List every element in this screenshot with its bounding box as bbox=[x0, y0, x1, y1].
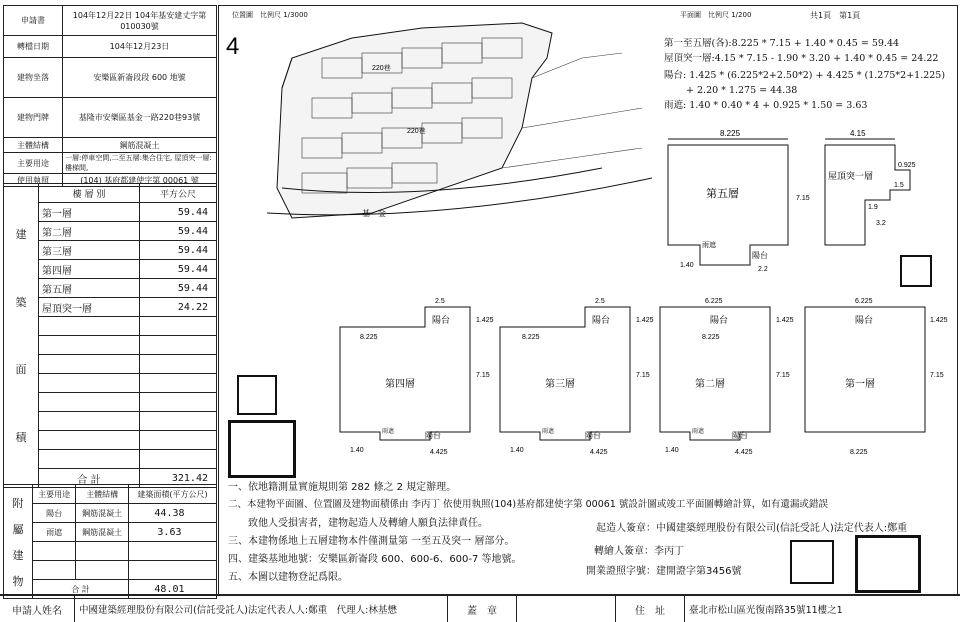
att-header: 主體結構 bbox=[76, 485, 129, 504]
area-table bbox=[3, 183, 217, 488]
note-line: 四、建築基地地號：安樂區新崙段 600、600-6、600-7 等地號。 bbox=[228, 554, 522, 565]
empty-cell bbox=[140, 431, 217, 450]
dim: 8.225 bbox=[702, 334, 720, 341]
dim: 3.2 bbox=[876, 220, 886, 227]
dim: 1.40 bbox=[680, 262, 694, 269]
att-header: 主要用途 bbox=[33, 485, 76, 504]
lot-label: 220巷 bbox=[372, 65, 391, 72]
info-value: 安樂區新崙段段 600 地號 bbox=[63, 58, 217, 98]
att-use: 陽台 bbox=[33, 504, 76, 523]
empty-cell bbox=[140, 412, 217, 431]
address-value: 臺北市松山區光復南路35號11樓之1 bbox=[689, 605, 843, 616]
plan-label: 陽台 bbox=[855, 315, 874, 325]
dim: 6.225 bbox=[705, 298, 723, 305]
plan-label: 陽台 bbox=[732, 431, 748, 440]
floor3-outline bbox=[500, 307, 630, 440]
plan-label: 雨遮 bbox=[692, 429, 705, 435]
floor-name: 第四層 bbox=[39, 260, 140, 279]
plan-label: 屋頂突一層 bbox=[828, 171, 874, 181]
plan-label: 雨遮 bbox=[382, 429, 395, 435]
att-area: 3.63 bbox=[128, 523, 216, 542]
dim: 1.5 bbox=[894, 182, 904, 189]
total-value: 48.01 bbox=[128, 580, 216, 599]
dim: 7.15 bbox=[796, 195, 810, 202]
att-header: 建築面積(平方公尺) bbox=[128, 485, 216, 504]
note-line: 五、本圖以建物登記爲限。 bbox=[228, 572, 348, 583]
empty-cell bbox=[140, 374, 217, 393]
empty-cell bbox=[128, 542, 216, 561]
license-number: 開業證照字號：建開證字第3456號 bbox=[586, 566, 742, 577]
empty-cell bbox=[39, 317, 140, 336]
seal-label: 蓋 章 bbox=[448, 596, 517, 622]
dim: 8.225 bbox=[850, 449, 868, 456]
dim: 4.425 bbox=[735, 449, 753, 456]
info-value: 104年12月23日 bbox=[63, 36, 217, 58]
dim: 1.40 bbox=[350, 447, 364, 454]
empty-cell bbox=[140, 355, 217, 374]
info-label: 申請書 bbox=[4, 6, 63, 36]
empty-cell bbox=[39, 374, 140, 393]
info-value: 基隆市安樂區基金一路220巷93號 bbox=[63, 98, 217, 138]
formula-line: 雨遮: 1.40 * 0.40 * 4 + 0.925 * 1.50 = 3.63 bbox=[664, 100, 868, 111]
address-label: 住 址 bbox=[616, 596, 685, 622]
formula-line: 第一至五層(各):8.225 * 7.15 + 1.40 * 0.45 = 59.44 bbox=[664, 38, 900, 49]
lower-plans bbox=[330, 292, 956, 462]
site-plan bbox=[222, 18, 652, 223]
empty-cell bbox=[33, 561, 76, 580]
floor-name: 第三層 bbox=[39, 241, 140, 260]
floor-area: 59.44 bbox=[140, 241, 217, 260]
empty-cell bbox=[39, 450, 140, 469]
formula-line: + 2.20 * 1.275 = 44.38 bbox=[664, 85, 798, 96]
note-line: 一、依地籍測量實施規則第 282 條之 2 規定辦理。 bbox=[228, 482, 457, 493]
dim: 8.225 bbox=[360, 334, 378, 341]
total-label: 合 計 bbox=[33, 580, 129, 599]
applicant-bar bbox=[0, 594, 960, 622]
seal-stamp bbox=[228, 420, 296, 478]
dim: 0.925 bbox=[898, 162, 916, 169]
seal-stamp bbox=[790, 540, 834, 584]
plan-label: 陽台 bbox=[592, 315, 611, 325]
site-plan-title: 位置圖 比例尺 1/3000 bbox=[232, 11, 308, 19]
info-label: 使用執照 bbox=[4, 174, 63, 187]
total-label: 合 計 bbox=[39, 469, 140, 488]
info-label: 主要用途 bbox=[4, 153, 63, 174]
info-label: 主體結構 bbox=[4, 138, 63, 153]
site-outline bbox=[277, 23, 552, 218]
formula-line: 陽台: 1.425 * (6.225*2+2.50*2) + 4.425 * (1.275*2+1.225) bbox=[664, 70, 946, 81]
plan-label: 陽台 bbox=[585, 431, 601, 440]
plan-label: 第四層 bbox=[385, 379, 415, 390]
col-unit: 平方公尺 bbox=[140, 184, 217, 203]
site-number: 4 bbox=[226, 33, 240, 60]
floor-plan-title: 平面圖 比例尺 1/200 bbox=[680, 11, 752, 19]
note-line: 致他人受損害者，建物起造人及轉繪人願負法律責任。 bbox=[228, 518, 488, 529]
plan-label: 陽台 bbox=[752, 251, 768, 260]
info-label: 建物門牌 bbox=[4, 98, 63, 138]
plan-label: 第五層 bbox=[706, 188, 739, 200]
page-count: 共1頁 第1頁 bbox=[810, 11, 861, 20]
seal-stamp bbox=[900, 255, 932, 287]
dim: 7.15 bbox=[930, 372, 944, 379]
dim: 2.2 bbox=[758, 266, 768, 273]
plan-label: 第三層 bbox=[545, 379, 575, 390]
lot-label: 220巷 bbox=[407, 128, 426, 135]
info-label: 轉檔日期 bbox=[4, 36, 63, 58]
dim: 1.425 bbox=[636, 317, 654, 324]
dim: 2.5 bbox=[595, 298, 605, 305]
floor-name: 第一層 bbox=[39, 203, 140, 222]
att-use: 雨遮 bbox=[33, 523, 76, 542]
dim: 6.225 bbox=[855, 298, 873, 305]
empty-cell bbox=[140, 450, 217, 469]
info-value: 104年12月22日 104年基安建丈字第010030號 bbox=[63, 6, 217, 36]
dim: 8.225 bbox=[522, 334, 540, 341]
dim: 1.40 bbox=[665, 447, 679, 454]
dim: 2.5 bbox=[435, 298, 445, 305]
dim: 7.15 bbox=[776, 372, 790, 379]
seal-stamp bbox=[855, 535, 921, 593]
info-table bbox=[3, 5, 217, 187]
floor2-outline bbox=[660, 307, 770, 440]
empty-cell bbox=[39, 431, 140, 450]
drafter-signature: 轉繪人簽章：李丙丁 bbox=[594, 546, 684, 557]
plan-label: 陽台 bbox=[432, 315, 451, 325]
att-struct: 鋼筋混凝土 bbox=[76, 523, 129, 542]
empty-cell bbox=[140, 317, 217, 336]
side-label: 附 屬 建 物 bbox=[4, 485, 33, 599]
dim: 4.15 bbox=[850, 129, 866, 138]
att-struct: 鋼筋混凝土 bbox=[76, 504, 129, 523]
empty-cell bbox=[76, 561, 129, 580]
info-value: (104) 基府都建使字第 00061 號 bbox=[63, 174, 217, 187]
plan-label: 陽台 bbox=[425, 431, 441, 440]
empty-cell bbox=[140, 393, 217, 412]
plan-label: 雨遮 bbox=[702, 242, 716, 249]
empty-cell bbox=[76, 542, 129, 561]
plan-label: 雨遮 bbox=[542, 429, 555, 435]
empty-cell bbox=[39, 412, 140, 431]
floor-name: 第五層 bbox=[39, 279, 140, 298]
dim: 1.425 bbox=[776, 317, 794, 324]
empty-cell bbox=[39, 393, 140, 412]
floor-area: 59.44 bbox=[140, 260, 217, 279]
floor-area: 24.22 bbox=[140, 298, 217, 317]
info-value: 鋼筋混凝土 bbox=[63, 138, 217, 153]
owner-signature: 起造人簽章：中國建築經理股份有限公司(信託受託人)法定代表人:鄭重 bbox=[596, 523, 908, 534]
empty-cell bbox=[39, 355, 140, 374]
empty-cell bbox=[140, 336, 217, 355]
floor1-outline bbox=[805, 307, 925, 432]
plan-label: 第二層 bbox=[695, 379, 725, 390]
applicant-label: 申請人姓名 bbox=[0, 596, 75, 622]
seal-box bbox=[517, 596, 616, 622]
dim: 8.225 bbox=[720, 129, 741, 138]
attached-table bbox=[3, 484, 217, 599]
floor-area: 59.44 bbox=[140, 203, 217, 222]
dim: 1.9 bbox=[868, 204, 878, 211]
plan-label: 第一層 bbox=[845, 379, 875, 390]
roof-outline bbox=[825, 145, 910, 245]
info-value: 一層:停車空間,二至五層:集合住宅, 屋頂突一層:樓梯間, bbox=[63, 153, 217, 174]
side-label: 建 築 面 積 bbox=[4, 184, 39, 488]
empty-cell bbox=[33, 542, 76, 561]
empty-cell bbox=[128, 561, 216, 580]
dim: 4.425 bbox=[590, 449, 608, 456]
formula-line: 屋頂突一層:4.15 * 7.15 - 1.90 * 3.20 + 1.40 * 0.45 = 24.22 bbox=[664, 53, 939, 64]
note-line: 三、本建物係地上五層建物本件僅測量第 一至五及突一 層部分。 bbox=[228, 536, 515, 547]
plan-label: 陽台 bbox=[710, 315, 729, 325]
road-label: 基 金 bbox=[362, 209, 386, 218]
dim: 4.425 bbox=[430, 449, 448, 456]
dim: 1.425 bbox=[476, 317, 494, 324]
dim: 7.15 bbox=[636, 372, 650, 379]
dim: 1.40 bbox=[510, 447, 524, 454]
seal-stamp bbox=[237, 375, 277, 415]
att-area: 44.38 bbox=[128, 504, 216, 523]
total-value: 321.42 bbox=[140, 469, 217, 488]
col-floor: 樓 層 別 bbox=[39, 184, 140, 203]
floor-area: 59.44 bbox=[140, 279, 217, 298]
floor-name: 第二層 bbox=[39, 222, 140, 241]
dim: 7.15 bbox=[476, 372, 490, 379]
floor5-outline bbox=[668, 145, 788, 265]
applicant-name: 中國建築經理股份有限公司(信託受託人)法定代表人人:鄭重 代理人:林基懋 bbox=[75, 596, 448, 622]
floor-name: 屋頂突一層 bbox=[39, 298, 140, 317]
info-label: 建物坐落 bbox=[4, 58, 63, 98]
dim: 1.425 bbox=[930, 317, 948, 324]
floor4-outline bbox=[340, 307, 470, 440]
note-line: 二、本建物平面圖、位置圖及建物面積係由 李丙丁 依使用執照(104)基府都建使字第 00061 號設計圖或竣工平面圖轉繪計算，如有遺漏或錯誤 bbox=[228, 499, 828, 510]
empty-cell bbox=[39, 336, 140, 355]
floor-area: 59.44 bbox=[140, 222, 217, 241]
